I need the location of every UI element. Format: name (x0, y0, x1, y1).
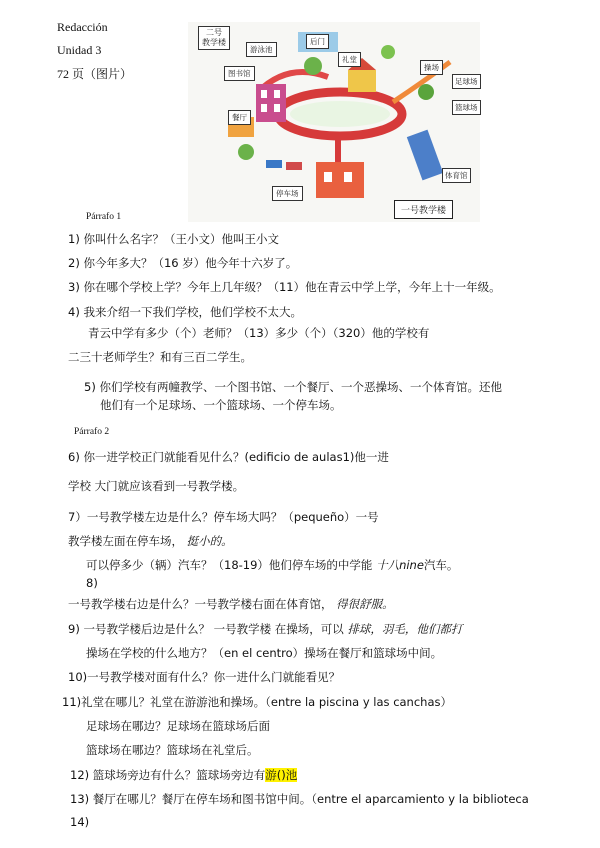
label-sports-field: 操场 (420, 60, 443, 75)
question-12-text: 12) 篮球场旁边有什么？篮球场旁边有 (70, 768, 266, 782)
label-football-field: 足球场 (452, 74, 481, 89)
answer-line-11a: 足球场在哪边？足球场在篮球场后面 (86, 719, 270, 733)
question-line-5: 5) 你们学校有两幢教学、一个图书馆、一个餐厅、一个恶操场、一个体育馆。还他 (84, 380, 502, 394)
question-8-text: 一号教学楼右边是什么？一号教学楼右面在体育馆， (68, 597, 333, 611)
question-line-3: 3) 你在哪个学校上学？今年上几年级？（11）他在青云中学上学，今年上十一年级。 (68, 280, 501, 294)
label-gym: 体育馆 (442, 168, 471, 183)
answer-7-italic: 挺小的。 (186, 534, 233, 548)
label-building-2: 二号 教学楼 (198, 26, 230, 50)
question-7b-end: 汽车。 (423, 558, 459, 572)
question-7b-text: 可以停多少（辆）汽车？（18-19）他们停车场的中学能 (86, 558, 373, 572)
answer-line-9: 操场在学校的什么地方？（en el centro）操场在餐厅和篮球场中间。 (86, 646, 443, 660)
doc-title: Redacción (57, 20, 108, 34)
question-7b-italic: 十八nine (376, 558, 424, 572)
unit-label: Unidad 3 (57, 43, 102, 57)
question-line-13: 13) 餐厅在哪儿？餐厅在停车场和图书馆中间。（entre el aparcamiento y la biblioteca (70, 792, 529, 806)
label-auditorium: 礼堂 (338, 52, 361, 67)
question-number-14: 14) (70, 815, 90, 829)
question-line-10: 10)一号教学楼对面有什么？你一进什么门就能看见？ (68, 670, 341, 684)
question-9-italic: 排球，羽毛，他们都打 (347, 622, 463, 636)
section-heading-paragraph-1: Párrafo 1 (86, 212, 122, 222)
question-line-11: 11)礼堂在哪儿？礼堂在游游池和操场。（entre la piscina y las canchas） (62, 695, 452, 709)
label-canteen: 餐厅 (228, 110, 251, 125)
label-back-gate: 后门 (306, 34, 329, 49)
answer-line-11b: 篮球场在哪边？篮球场在礼堂后。 (86, 743, 259, 757)
label-pool: 游泳池 (246, 42, 277, 57)
question-9-text: 9) 一号教学楼后边是什么？ 一号教学楼 在操场，可以 (68, 622, 344, 636)
question-line-8 (68, 596, 394, 612)
page-reference: 72 页（图片） (57, 67, 133, 81)
question-number-8: 8) (86, 576, 98, 590)
section-heading-paragraph-2: Párrafo 2 (74, 427, 110, 437)
answer-line-6: 学校 大门就应该看到一号教学楼。 (68, 479, 245, 493)
question-line-1: 1) 你叫什么名字？（王小文）他叫王小文 (68, 232, 279, 246)
answer-7-text: 教学楼左面在停车场， (68, 534, 183, 548)
label-parking: 停车场 (272, 186, 303, 201)
answer-line-4a: 青云中学有多少（个）老师？（13）多少（个）（320）他的学校有 (88, 326, 430, 340)
question-line-12 (70, 767, 297, 783)
question-line-6: 6) 你一进学校正门就能看见什么？(edificio de aulas1)他一进 (68, 450, 389, 464)
answer-line-4b: 二三十老师学生？和有三百二学生。 (68, 350, 252, 364)
question-8-italic: 得很舒服。 (336, 597, 394, 611)
highlighted-answer: 游()池 (265, 768, 298, 782)
question-line-7b (86, 557, 458, 573)
school-map-image (188, 22, 480, 222)
label-library: 图书馆 (224, 66, 255, 81)
question-line-9 (68, 621, 462, 637)
answer-line-5: 他们有一个足球场、一个篮球场、一个停车场。 (100, 398, 342, 412)
question-line-2: 2) 你今年多大？（16 岁）他今年十六岁了。 (68, 256, 298, 270)
question-line-4: 4) 我来介绍一下我们学校，他们学校不太大。 (68, 305, 302, 319)
answer-line-7 (68, 533, 233, 549)
label-basketball-court: 篮球场 (452, 100, 481, 115)
label-building-1: 一号教学楼 (394, 200, 453, 219)
question-line-7: 7）一号教学楼左边是什么？停车场大吗？（pequeño）一号 (68, 510, 379, 524)
